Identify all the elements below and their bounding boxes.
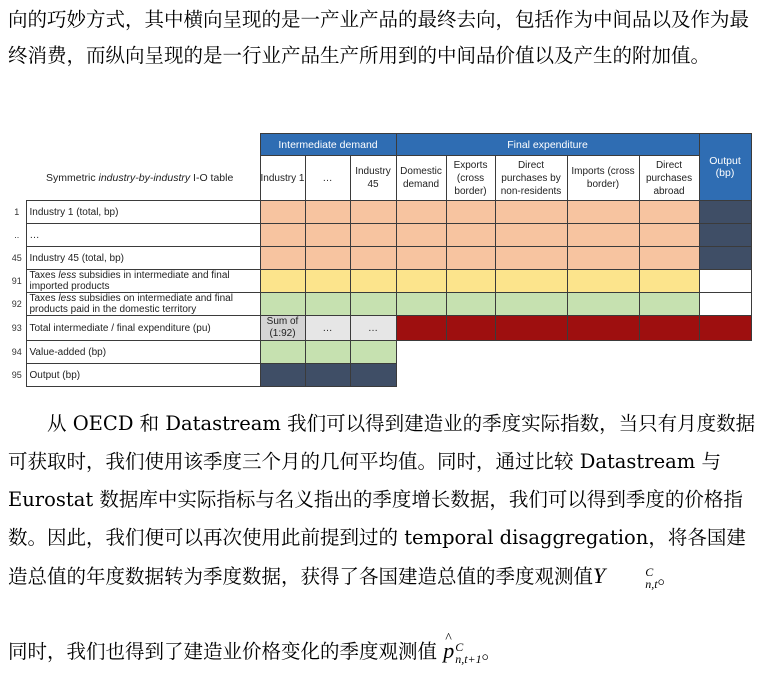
cell-final	[495, 201, 567, 224]
table-row	[8, 293, 751, 316]
cell-intermediate	[350, 201, 396, 224]
table-row	[8, 224, 751, 247]
cell-final	[495, 270, 567, 293]
paragraph-price-change: 同时，我们也得到了建造业价格变化的季度观测值 ^ p C n,t+1 。	[8, 633, 764, 670]
col-header-direct-purchases-abroad: Direct purchases abroad	[639, 156, 699, 201]
cell-intermediate	[260, 293, 305, 316]
blank-cell	[8, 134, 26, 156]
cell-final	[446, 224, 495, 247]
intermediate-demand-header: Intermediate demand	[260, 134, 396, 156]
blank-cell	[8, 156, 26, 201]
row-number: 93	[8, 316, 26, 341]
col-header-exports: Exports (cross border)	[446, 156, 495, 201]
table-row	[8, 316, 751, 341]
row-label: Taxes less subsidies in intermediate and final imported products	[26, 270, 260, 293]
blank-cell	[396, 364, 751, 387]
cell-final	[567, 270, 639, 293]
cell-final	[495, 293, 567, 316]
row-number: 95	[8, 364, 26, 387]
cell-output-row	[350, 364, 396, 387]
cell-final-total	[567, 316, 639, 341]
cell-intermediate	[305, 201, 350, 224]
col-header-domestic-demand: Domestic demand	[396, 156, 446, 201]
cell-intermediate	[350, 224, 396, 247]
table-row	[8, 364, 751, 387]
cell-intermediate	[305, 247, 350, 270]
col-header-industry-45: Industry 45	[350, 156, 396, 201]
cell-final	[639, 247, 699, 270]
col-header-industry-1: Industry 1	[260, 156, 305, 201]
cell-sum-dots: …	[350, 316, 396, 341]
row-number: 94	[8, 341, 26, 364]
cell-output	[699, 316, 751, 341]
cell-final-total	[446, 316, 495, 341]
table-row	[8, 341, 751, 364]
cell-final	[567, 293, 639, 316]
cell-final-total	[495, 316, 567, 341]
cell-output	[699, 201, 751, 224]
paragraph-intro: 向的巧妙方式，其中横向呈现的是一产业产品的最终去向，包括作为中间品以及作为最终消费，而纵向呈现的是一行业产品生产所用到的中间品价值以及产生的附加值。	[8, 8, 750, 67]
row-number: 91	[8, 270, 26, 293]
math-p-hat-price: ^ p C n,t+1	[443, 638, 481, 663]
cell-final	[396, 224, 446, 247]
cell-final	[495, 224, 567, 247]
table-row	[8, 247, 751, 270]
row-label: Industry 1 (total, bp)	[26, 201, 260, 224]
row-number: ..	[8, 224, 26, 247]
row-number: 45	[8, 247, 26, 270]
cell-intermediate	[305, 293, 350, 316]
table-corner-title: Symmetric industry-by-industry I-O table	[26, 156, 260, 201]
output-header: Output (bp)	[699, 134, 751, 201]
cell-final-total	[639, 316, 699, 341]
row-label: Total intermediate / final expenditure (pu)	[26, 316, 260, 341]
cell-final	[396, 247, 446, 270]
cell-output	[699, 247, 751, 270]
cell-final	[495, 247, 567, 270]
paragraph-quarterly-data: 从 OECD 和 Datastream 我们可以得到建造业的季度实际指数，当只有月度数据可获取时，我们使用该季度三个月的几何平均值。同时，通过比较 Datastream 与 Eurostat 数据库中实际指标与名义指出的季度增长数据，我们可以得到季度的价格指数。因此，我们便可以再次使用此前提到过的 temporal disaggregation，将各国建造总值的年度数据转为季度数据，获得了各国建造总值的季度观测值Y C n,t 。	[8, 412, 756, 591]
row-label: Output (bp)	[26, 364, 260, 387]
blank-cell	[396, 341, 751, 364]
cell-final	[639, 201, 699, 224]
cell-final	[567, 224, 639, 247]
col-header-ellipsis: …	[305, 156, 350, 201]
cell-final	[446, 201, 495, 224]
cell-intermediate	[260, 270, 305, 293]
cell-intermediate	[350, 247, 396, 270]
cell-intermediate	[260, 224, 305, 247]
cell-final	[639, 224, 699, 247]
cell-output-row	[305, 364, 350, 387]
row-number: 92	[8, 293, 26, 316]
cell-intermediate	[305, 224, 350, 247]
cell-final	[567, 201, 639, 224]
cell-intermediate	[305, 270, 350, 293]
cell-intermediate	[350, 270, 396, 293]
cell-intermediate	[260, 247, 305, 270]
cell-final	[396, 293, 446, 316]
cell-intermediate	[350, 293, 396, 316]
cell-final	[446, 270, 495, 293]
cell-output-row	[260, 364, 305, 387]
cell-final	[446, 293, 495, 316]
cell-final	[639, 270, 699, 293]
row-label: Value-added (bp)	[26, 341, 260, 364]
cell-final	[567, 247, 639, 270]
table-row	[8, 201, 751, 224]
cell-intermediate	[260, 201, 305, 224]
cell-output	[699, 293, 751, 316]
row-label: …	[26, 224, 260, 247]
cell-value-added	[260, 341, 305, 364]
cell-sum-dots: …	[305, 316, 350, 341]
cell-output	[699, 224, 751, 247]
table-row	[8, 270, 751, 293]
cell-final	[639, 293, 699, 316]
io-table-figure	[8, 133, 759, 388]
cell-final	[396, 201, 446, 224]
cell-sum: Sum of (1:92)	[260, 316, 305, 341]
cell-final	[446, 247, 495, 270]
math-y-construction: Y C n,t	[593, 563, 658, 591]
final-expenditure-header: Final expenditure	[396, 134, 699, 156]
cell-final	[396, 270, 446, 293]
cell-value-added	[305, 341, 350, 364]
row-label: Industry 45 (total, bp)	[26, 247, 260, 270]
row-label: Taxes less subsidies on intermediate and final products paid in the domestic territory	[26, 293, 260, 316]
col-header-direct-purchases-nonres: Direct purchases by non-residents	[495, 156, 567, 201]
row-number: 1	[8, 201, 26, 224]
col-header-imports: Imports (cross border)	[567, 156, 639, 201]
cell-value-added	[350, 341, 396, 364]
blank-cell	[26, 134, 260, 156]
cell-final-total	[396, 316, 446, 341]
cell-output	[699, 270, 751, 293]
io-table	[8, 133, 752, 387]
